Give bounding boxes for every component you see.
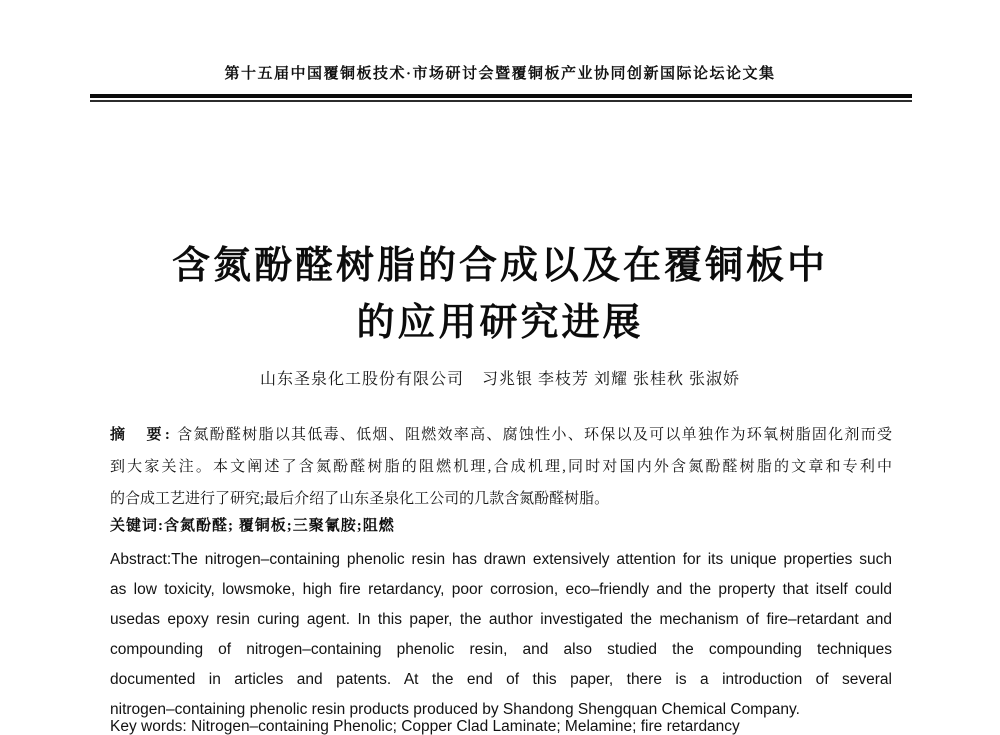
english-abstract-line-6: nitrogen–containing phenolic resin products produced by Shandong Shengquan Chemical Company. (110, 701, 800, 718)
header-rule-thin (90, 100, 912, 102)
english-abstract-line-1: Abstract:The nitrogen–containing phenolic resin has drawn extensively attention for its unique properties such (110, 551, 892, 568)
english-abstract-line-4: compounding of nitrogen–containing phenolic resin, and also studied the compounding techniques (110, 641, 892, 658)
chinese-abstract-line-1 (110, 419, 892, 451)
chinese-keywords: 关键词:含氮酚醛; 覆铜板;三聚氰胺;阻燃 (110, 518, 395, 534)
header-rule-thick (90, 94, 912, 98)
paper-title-line-2: 的应用研究进展 (356, 302, 644, 344)
english-abstract-line-3: usedas epoxy resin curing agent. In this paper, the author investigated the mechanism of fire–retardant and (110, 611, 892, 628)
english-keywords: Key words: Nitrogen–containing Phenolic; Copper Clad Laminate; Melamine; fire retardancy (110, 718, 740, 735)
header-double-rule (90, 94, 912, 102)
paper-title-line-1: 含氮酚醛树脂的合成以及在覆铜板中 (171, 245, 828, 287)
english-abstract (110, 545, 892, 725)
chinese-abstract-text-1: 含氮酚醛树脂以其低毒、低烟、阻燃效率高、腐蚀性小、环保以及可以单独作为环氧树脂固化剂而受 (175, 427, 892, 443)
author-names: 习兆银 李枝芳 刘耀 张桂秋 张淑娇 (482, 371, 741, 388)
conference-proceedings-header: 第十五届中国覆铜板技术·市场研讨会暨覆铜板产业协同创新国际论坛论文集 (224, 66, 776, 82)
chinese-abstract-line-3: 的合成工艺进行了研究;最后介绍了山东圣泉化工公司的几款含氮酚醛树脂。 (110, 491, 610, 507)
english-abstract-line-2: as low toxicity, lowsmoke, high fire retardancy, poor corrosion, eco–friendly and the property that itself could (110, 581, 892, 598)
english-abstract-line-5: documented in articles and patents. At the end of this paper, there is a introduction of several (110, 671, 892, 688)
chinese-abstract (110, 419, 892, 515)
author-affiliation: 山东圣泉化工股份有限公司 (259, 371, 464, 388)
chinese-abstract-label: 摘 要: (110, 427, 172, 443)
chinese-abstract-line-2: 到大家关注。本文阐述了含氮酚醛树脂的阻燃机理,合成机理,同时对国内外含氮酚醛树脂的文章和专利中 (110, 459, 892, 475)
author-line (0, 366, 1000, 389)
